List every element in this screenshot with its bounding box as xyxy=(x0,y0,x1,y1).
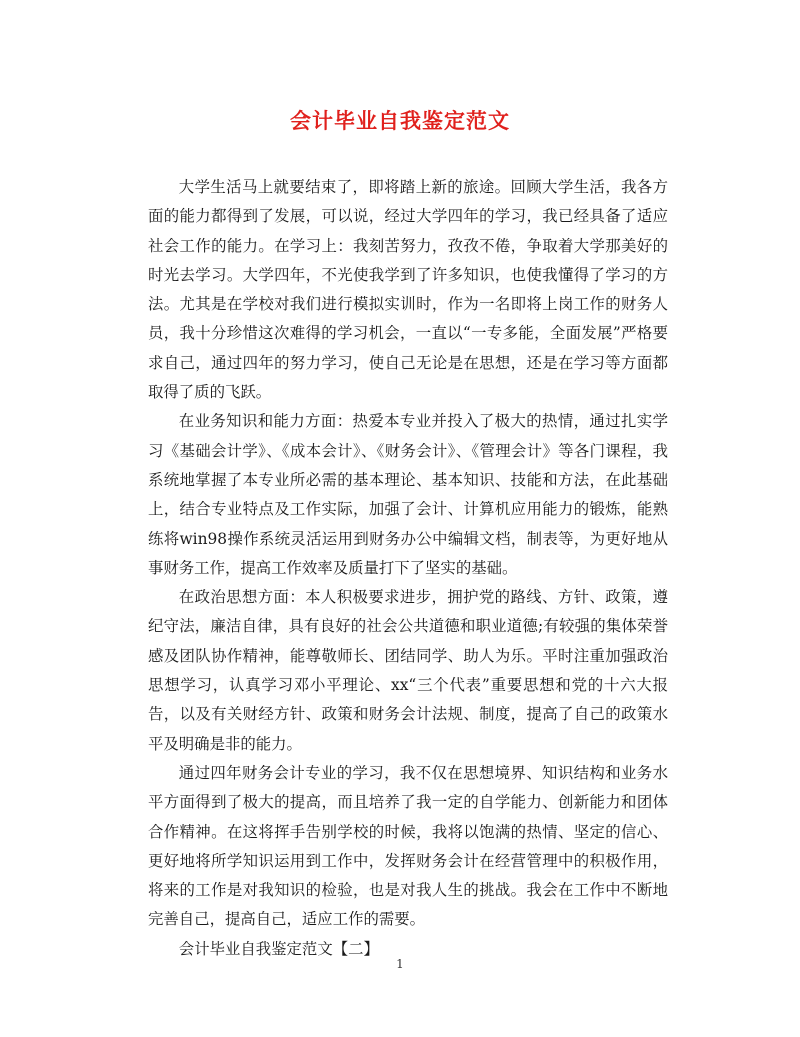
document-body xyxy=(148,173,668,964)
paragraph-4: 通过四年财务会计专业的学习，我不仅在思想境界、知识结构和业务水平方面得到了极大的提高，而且培养了我一定的自学能力、创新能力和团体合作精神。在这将挥手告别学校的时候，我将以饱满的热情、坚定的信心、更好地将所学知识运用到工作中，发挥财务会计在经营管理中的积极作用，将来的工作是对我知识的检验，也是对我人生的挑战。我会在工作中不断地完善自己，提高自己，适应工作的需要。 xyxy=(148,763,668,929)
document-title: 会计毕业自我鉴定范文 xyxy=(290,108,510,133)
section-heading: 会计毕业自我鉴定范文【二】 xyxy=(178,939,379,958)
paragraph-3: 在政治思想方面：本人积极要求进步，拥护党的路线、方针、政策，遵纪守法，廉洁自律，具有良好的社会公共道德和职业道德;有较强的集体荣誉感及团队协作精神，能尊敬师长、团结同学、助人为乐。平时注重加强政治思想学习，认真学习邓小平理论、xx“三个代表”重要思想和党的十六大报告，以及有关财经方针、政策和财务会计法规、制度，提高了自己的政策水平及明确是非的能力。 xyxy=(148,588,668,753)
page-number: 1 xyxy=(396,957,404,971)
paragraph-1: 大学生活马上就要结束了，即将踏上新的旅途。回顾大学生活，我各方面的能力都得到了发展，可以说，经过大学四年的学习，我已经具备了适应社会工作的能力。在学习上：我刻苦努力，孜孜不倦，争取着大学那美好的时光去学习。大学四年，不光使我学到了许多知识，也使我懂得了学习的方法。尤其是在学校对我们进行模拟实训时，作为一名即将上岗工作的财务人员，我十分珍惜这次难得的学习机会，一直以“一专多能，全面发展”严格要求自己，通过四年的努力学习，使自己无论是在思想，还是在学习等方面都取得了质的飞跃。 xyxy=(148,178,668,402)
paragraph-2: 在业务知识和能力方面：热爱本专业并投入了极大的热情，通过扎实学习《基础会计学》、《成本会计》、《财务会计》、《管理会计》等各门课程，我系统地掌握了本专业所必需的基本理论、基本知识、技能和方法，在此基础上，结合专业特点及工作实际，加强了会计、计算机应用能力的锻炼，能熟练将win98操作系统灵活运用到财务办公中编辑文档，制表等，为更好地从事财务工作，提高工作效率及质量打下了坚实的基础。 xyxy=(148,412,668,577)
